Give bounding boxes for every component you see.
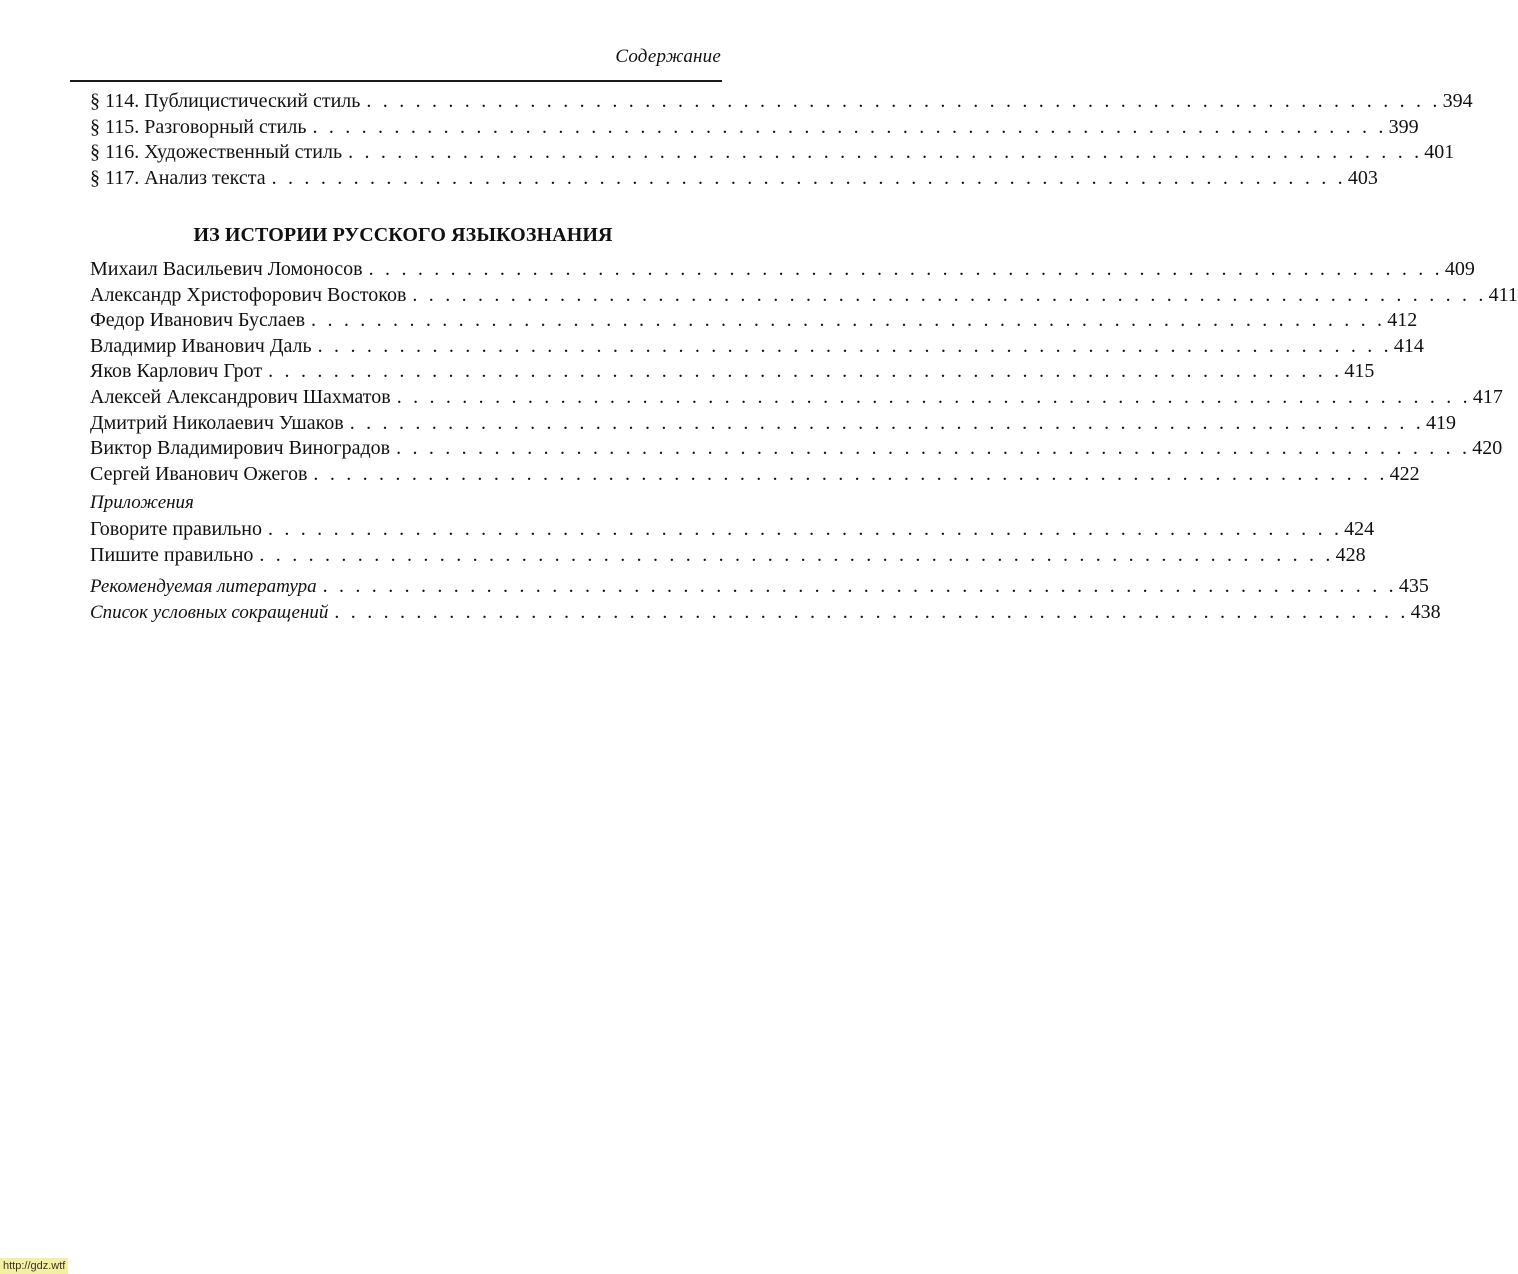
watermark-label: http://gdz.wtf <box>0 1258 68 1274</box>
toc-entry-title: Дмитрий Николаевич Ушаков <box>90 411 344 434</box>
history-section-heading: ИЗ ИСТОРИИ РУССКОГО ЯЗЫКОЗНАНИЯ <box>193 224 613 246</box>
toc-entry-title: § 115. Разговорный стиль <box>90 115 307 138</box>
toc-entry <box>90 115 1419 141</box>
toc-entry-page: 394 <box>1442 90 1473 112</box>
toc-entry <box>90 436 1503 462</box>
toc-leader: . . . . . . . . . . . . . . . . . . . . . . . . . . . . . . . . . . . . . . . . . . . . . . . . . . . . . . . . . . . . . . . . . . <box>396 385 1471 408</box>
toc-entry <box>90 89 1473 115</box>
toc-entry-page: 415 <box>1344 360 1375 383</box>
toc-leader: . . . . . . . . . . . . . . . . . . . . . . . . . . . . . . . . . . . . . . . . . . . . . . . . . . . . . . . . . . . . . . . . . . <box>271 166 1346 189</box>
toc-leader: . . . . . . . . . . . . . . . . . . . . . . . . . . . . . . . . . . . . . . . . . . . . . . . . . . . . . . . . . . . . . . . . . . <box>366 90 1441 112</box>
toc-entry-page: 414 <box>1393 334 1424 357</box>
toc-entry-page: 420 <box>1472 437 1503 460</box>
running-head: Содержание <box>615 46 721 67</box>
toc-entry-title: Александр Христофорович Востоков <box>90 283 407 306</box>
toc-leader: . . . . . . . . . . . . . . . . . . . . . . . . . . . . . . . . . . . . . . . . . . . . . . . . . . . . . . . . . . . . . . . . . . <box>349 411 1424 434</box>
toc-entry-page: 438 <box>1410 600 1441 623</box>
toc-entry-page: 409 <box>1444 258 1475 280</box>
toc-entry-title: Рекомендуемая литература <box>90 576 317 597</box>
toc-leader: . . . . . . . . . . . . . . . . . . . . . . . . . . . . . . . . . . . . . . . . . . . . . . . . . . . . . . . . . . . . . . . . . . <box>267 518 1343 540</box>
toc-leader: . . . . . . . . . . . . . . . . . . . . . . . . . . . . . . . . . . . . . . . . . . . . . . . . . . . . . . . . . . . . . . . . . . <box>322 575 1397 597</box>
toc-entry-title: Говорите правильно <box>90 518 262 540</box>
toc-entry <box>90 574 1429 600</box>
toc-entry-title: Владимир Иванович Даль <box>90 334 312 357</box>
toc-entry-page: 424 <box>1344 518 1375 540</box>
toc-appendix-section <box>90 517 1375 568</box>
toc-entry-page: 412 <box>1387 309 1418 332</box>
toc-entry-title: Пишите правильно <box>90 543 254 566</box>
toc-entry <box>90 517 1375 543</box>
toc-entry-page: 417 <box>1472 385 1503 408</box>
toc-entry <box>90 334 1424 360</box>
toc-entry-title: § 114. Публицистический стиль <box>90 90 361 112</box>
toc-back-matter <box>90 574 1441 625</box>
toc-entry-title: Список условных сокращений <box>90 601 329 623</box>
toc-entry-page: 403 <box>1347 166 1378 189</box>
toc-entry-title: Алексей Александрович Шахматов <box>90 385 391 408</box>
toc-top-section <box>90 89 1473 191</box>
toc-leader: . . . . . . . . . . . . . . . . . . . . . . . . . . . . . . . . . . . . . . . . . . . . . . . . . . . . . . . . . . . . . . . . . . <box>268 360 1343 383</box>
toc-leader: . . . . . . . . . . . . . . . . . . . . . . . . . . . . . . . . . . . . . . . . . . . . . . . . . . . . . . . . . . . . . . . . . . <box>334 600 1409 623</box>
toc-entry <box>90 359 1375 385</box>
toc-entry-page: 428 <box>1335 543 1366 566</box>
toc-entry <box>90 600 1441 626</box>
toc-leader: . . . . . . . . . . . . . . . . . . . . . . . . . . . . . . . . . . . . . . . . . . . . . . . . . . . . . . . . . . . . . . . . . . <box>368 258 1443 280</box>
toc-leader: . . . . . . . . . . . . . . . . . . . . . . . . . . . . . . . . . . . . . . . . . . . . . . . . . . . . . . . . . . . . . . . . . . <box>312 115 1387 138</box>
toc-entry <box>90 543 1366 569</box>
toc-entry <box>90 283 1518 309</box>
toc-leader: . . . . . . . . . . . . . . . . . . . . . . . . . . . . . . . . . . . . . . . . . . . . . . . . . . . . . . . . . . . . . . . . . . <box>396 437 1471 460</box>
toc-entry <box>90 462 1420 488</box>
toc-entry <box>90 140 1455 166</box>
toc-leader: . . . . . . . . . . . . . . . . . . . . . . . . . . . . . . . . . . . . . . . . . . . . . . . . . . . . . . . . . . . . . . . . . . <box>311 309 1386 332</box>
toc-entry-page: 399 <box>1388 115 1419 138</box>
toc-entry-title: Федор Иванович Буслаев <box>90 309 306 332</box>
toc-entry-title: § 116. Художественный стиль <box>90 141 343 164</box>
toc-entry <box>90 166 1378 192</box>
toc-entry-page: 411 <box>1488 283 1518 306</box>
toc-leader: . . . . . . . . . . . . . . . . . . . . . . . . . . . . . . . . . . . . . . . . . . . . . . . . . . . . . . . . . . . . . . . . . . <box>259 543 1334 566</box>
toc-leader: . . . . . . . . . . . . . . . . . . . . . . . . . . . . . . . . . . . . . . . . . . . . . . . . . . . . . . . . . . . . . . . . . . <box>313 462 1388 485</box>
toc-entry <box>90 257 1475 283</box>
toc-entry-title: Михаил Васильевич Ломоносов <box>90 258 363 280</box>
toc-entry <box>90 308 1418 334</box>
toc-entry <box>90 411 1456 437</box>
toc-entry-page: 419 <box>1425 411 1456 434</box>
toc-entry-page: 435 <box>1398 575 1429 597</box>
toc-entry-page: 422 <box>1389 462 1420 485</box>
toc-entry-title: § 117. Анализ текста <box>90 166 266 189</box>
toc-leader: . . . . . . . . . . . . . . . . . . . . . . . . . . . . . . . . . . . . . . . . . . . . . . . . . . . . . . . . . . . . . . . . . . <box>348 141 1423 164</box>
toc-entry <box>90 385 1503 411</box>
toc-leader: . . . . . . . . . . . . . . . . . . . . . . . . . . . . . . . . . . . . . . . . . . . . . . . . . . . . . . . . . . . . . . . . . . <box>412 283 1487 306</box>
toc-entry-page: 401 <box>1424 141 1455 164</box>
toc-entry-title: Яков Карлович Грот <box>90 360 263 383</box>
toc-history-section <box>90 257 1518 487</box>
toc-entry-title: Виктор Владимирович Виноградов <box>90 437 391 460</box>
appendix-heading: Приложения <box>90 492 194 513</box>
header-rule <box>70 80 722 82</box>
toc-entry-title: Сергей Иванович Ожегов <box>90 462 308 485</box>
toc-leader: . . . . . . . . . . . . . . . . . . . . . . . . . . . . . . . . . . . . . . . . . . . . . . . . . . . . . . . . . . . . . . . . . . <box>317 334 1392 357</box>
